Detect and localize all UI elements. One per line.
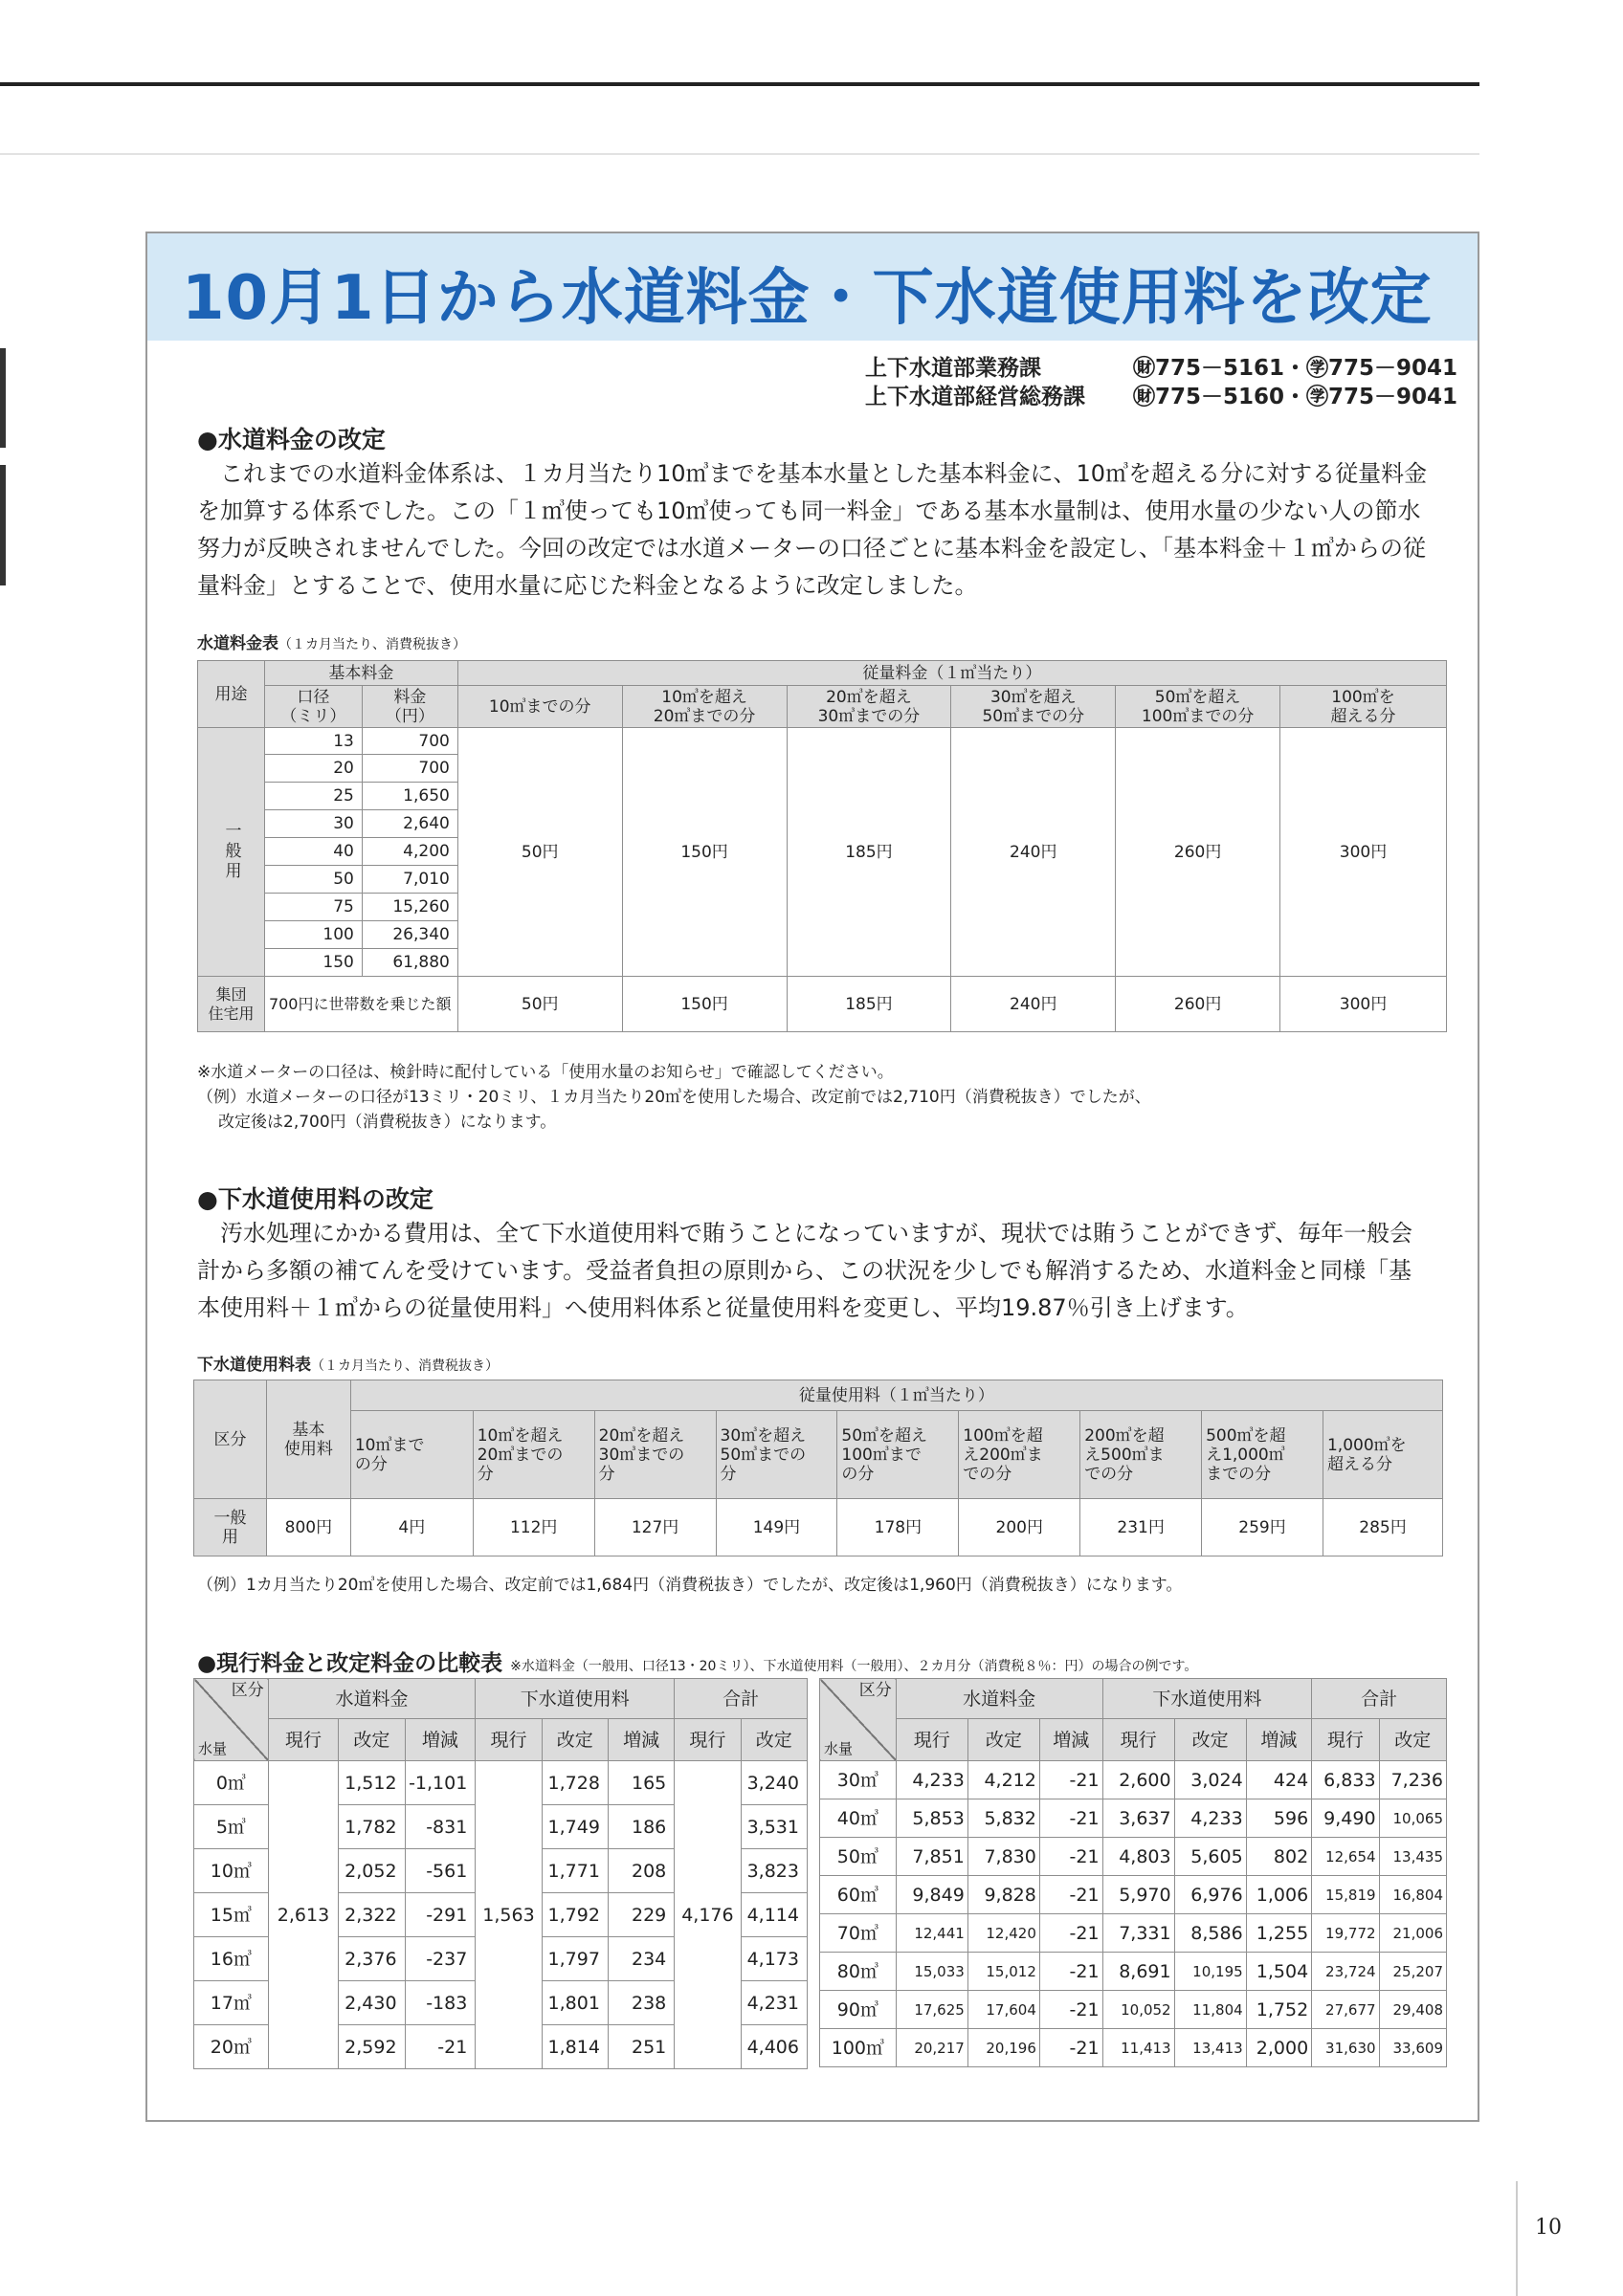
header-tier: 30㎥を超え 50㎥までの 分 — [716, 1411, 837, 1499]
diff-sewer-cell: 1,752 — [1246, 1991, 1312, 2029]
volume-cell: 100㎥ — [820, 2029, 897, 2067]
rate-cell: 285円 — [1323, 1499, 1442, 1556]
header-zogen: 増減 — [608, 1719, 674, 1761]
diff-sewer-cell: 424 — [1246, 1761, 1312, 1799]
header-kaitei: 改定 — [542, 1719, 608, 1761]
volume-cell: 30㎥ — [820, 1761, 897, 1799]
fee-cell: 2,640 — [362, 810, 457, 838]
diff-sewer-cell: 2,000 — [1246, 2029, 1312, 2067]
revised-total-cell: 25,207 — [1379, 1953, 1446, 1991]
sewer-heading: ●下水道使用料の改定 — [197, 1185, 434, 1213]
header-water: 水道料金 — [896, 1679, 1102, 1719]
sewer-paragraph: 汚水処理にかかる費用は、全て下水道使用料で賄うことになっていますが、現状では賄うことができず、毎年一般会計から多額の補てんを受けています。受益者負担の原則から、この状況を少しでも解消するため、水道料金と同様「基本使用料＋１㎥からの従量使用料」へ使用料体系と従量使用料を変更し、平均19.87％引き上げます。 — [197, 1220, 1413, 1321]
article-box — [145, 232, 1479, 2122]
header-tier: 200㎥を超 え500㎥ま での分 — [1080, 1411, 1202, 1499]
diff-water-cell: -561 — [405, 1849, 476, 1893]
header-tier: 10㎥まで の分 — [350, 1411, 473, 1499]
revised-total-cell: 3,531 — [741, 1805, 807, 1849]
volume-cell: 17㎥ — [194, 1981, 269, 2025]
rate-cell: 259円 — [1202, 1499, 1323, 1556]
compare-table-left — [193, 1678, 808, 2069]
diff-sewer-cell: 165 — [608, 1761, 674, 1805]
contact-row — [865, 383, 1457, 411]
corner-header — [194, 1679, 269, 1761]
revised-total-cell: 4,406 — [741, 2025, 807, 2069]
rate-cell: 178円 — [837, 1499, 959, 1556]
water-table-caption — [197, 629, 466, 653]
current-sewer-cell: 1,563 — [476, 1761, 542, 2069]
group-fee: 700円に世帯数を乗じた額 — [264, 977, 457, 1032]
header-sewer: 下水道使用料 — [1102, 1679, 1312, 1719]
current-water-cell: 4,233 — [896, 1761, 967, 1799]
contact-fax: ㊫775－9041 — [1306, 385, 1458, 409]
fee-cell: 700 — [362, 755, 457, 783]
diff-sewer-cell: 238 — [608, 1981, 674, 2025]
compare-table-right — [819, 1678, 1447, 2067]
sewer-table-caption — [197, 1351, 499, 1375]
water-fee-table — [197, 660, 1447, 1032]
revised-total-cell: 3,823 — [741, 1849, 807, 1893]
revised-sewer-cell: 13,413 — [1174, 2029, 1246, 2067]
table-row — [194, 1761, 808, 1805]
header-sewer: 下水道使用料 — [476, 1679, 675, 1719]
revised-total-cell: 10,065 — [1379, 1799, 1446, 1838]
header-tier: 20㎥を超え 30㎥までの 分 — [594, 1411, 716, 1499]
header-tier: 50㎥を超え 100㎥まで の分 — [837, 1411, 959, 1499]
diff-water-cell: -21 — [1039, 1838, 1102, 1876]
table-row — [820, 1761, 1447, 1799]
revised-total-cell: 13,435 — [1379, 1838, 1446, 1876]
revised-total-cell: 4,231 — [741, 1981, 807, 2025]
current-sewer-cell: 7,331 — [1102, 1914, 1174, 1953]
revised-sewer-cell: 1,797 — [542, 1937, 608, 1981]
header-kaitei: 改定 — [339, 1719, 405, 1761]
header-tier: 50㎥を超え 100㎥までの分 — [1116, 686, 1280, 728]
current-sewer-cell: 4,803 — [1102, 1838, 1174, 1876]
header-genko: 現行 — [1102, 1719, 1174, 1761]
revised-total-cell: 16,804 — [1379, 1876, 1446, 1914]
revised-sewer-cell: 1,749 — [542, 1805, 608, 1849]
corner-kubun: 区分 — [231, 1681, 264, 1700]
current-sewer-cell: 10,052 — [1102, 1991, 1174, 2029]
current-sewer-cell: 2,600 — [1102, 1761, 1174, 1799]
current-water-cell: 20,217 — [896, 2029, 967, 2067]
current-total-cell: 19,772 — [1312, 1914, 1379, 1953]
revised-water-cell: 1,512 — [339, 1761, 405, 1805]
header-kaitei: 改定 — [1174, 1719, 1246, 1761]
contact-info — [865, 354, 1457, 411]
water-heading: ●水道料金の改定 — [197, 426, 386, 453]
diff-water-cell: -21 — [1039, 1953, 1102, 1991]
rate-cell: 4円 — [350, 1499, 473, 1556]
volume-cell: 50㎥ — [820, 1838, 897, 1876]
compare-note: ※水道料金（一般用、口径13・20ミリ）、下水道使用料（一般用）、２カ月分（消費税８％：円）の場合の例です。 — [510, 1659, 1198, 1674]
revised-total-cell: 4,173 — [741, 1937, 807, 1981]
current-water-cell: 9,849 — [896, 1876, 967, 1914]
header-juryo: 従量料金（１㎥当たり） — [457, 661, 1446, 686]
fee-cell: 7,010 — [362, 866, 457, 894]
note-line: （例）水道メーターの口径が13ミリ・20ミリ、１カ月当たり20㎥を使用した場合、改定前では2,710円（消費税抜き）でしたが、 — [197, 1088, 1151, 1107]
diameter-cell: 30 — [264, 810, 362, 838]
water-paragraph: これまでの水道料金体系は、１カ月当たり10㎥までを基本水量とした基本料金に、10㎥を超える分に対する従量料金を加算する体系でした。この「１㎥使っても10㎥使っても同一料金」である基本水量制は、使用水量の少ない人の節水努力が反映されませんでした。今回の改定では水道メーターの口径ごとに基本料金を設定し、「基本料金＋１㎥からの従量料金」とすることで、使用水量に応じた料金となるように改定しました。 — [197, 460, 1428, 599]
page-number: 10 — [1535, 2216, 1562, 2240]
contact-phone: ㊖775－5161・ — [1133, 356, 1307, 381]
diff-water-cell: -291 — [405, 1893, 476, 1937]
table-row — [198, 728, 1447, 755]
diameter-cell: 40 — [264, 838, 362, 866]
diff-water-cell: -21 — [1039, 1761, 1102, 1799]
header-juryo: 従量使用料（１㎥当たり） — [350, 1380, 1442, 1411]
current-total-cell: 31,630 — [1312, 2029, 1379, 2067]
diff-sewer-cell: 229 — [608, 1893, 674, 1937]
rate-cell: 112円 — [473, 1499, 594, 1556]
revised-sewer-cell: 10,195 — [1174, 1953, 1246, 1991]
volume-cell: 0㎥ — [194, 1761, 269, 1805]
contact-dept: 上下水道部経営総務課 — [865, 385, 1085, 409]
caption-note: （１カ月当たり、消費税抜き） — [278, 637, 466, 652]
base-fee-cell: 800円 — [266, 1499, 350, 1556]
header-youto: 用途 — [198, 661, 265, 728]
header-tier: 10㎥を超え 20㎥までの分 — [622, 686, 787, 728]
rate-cell: 149円 — [716, 1499, 837, 1556]
current-total-cell: 12,654 — [1312, 1838, 1379, 1876]
general-label: 一般用 — [198, 728, 265, 977]
sewer-note: （例）1カ月当たり20㎥を使用した場合、改定前では1,684円（消費税抜き）でしたが、改定後は1,960円（消費税抜き）になります。 — [197, 1576, 1183, 1595]
table-row — [194, 1499, 1443, 1556]
group-label: 集団 住宅用 — [198, 977, 265, 1032]
current-total-cell: 9,490 — [1312, 1799, 1379, 1838]
revised-total-cell: 21,006 — [1379, 1914, 1446, 1953]
header-total: 合計 — [675, 1679, 808, 1719]
volume-cell: 10㎥ — [194, 1849, 269, 1893]
revised-sewer-cell: 1,771 — [542, 1849, 608, 1893]
table-row — [198, 977, 1447, 1032]
diff-sewer-cell: 596 — [1246, 1799, 1312, 1838]
revised-sewer-cell: 5,605 — [1174, 1838, 1246, 1876]
header-kubun: 区分 — [194, 1380, 267, 1499]
diff-water-cell: -21 — [1039, 2029, 1102, 2067]
water-note — [197, 1060, 1151, 1135]
current-sewer-cell: 5,970 — [1102, 1876, 1174, 1914]
header-tier: 20㎥を超え 30㎥までの分 — [787, 686, 951, 728]
current-sewer-cell: 8,691 — [1102, 1953, 1174, 1991]
revised-water-cell: 2,430 — [339, 1981, 405, 2025]
volume-cell: 70㎥ — [820, 1914, 897, 1953]
diameter-cell: 100 — [264, 921, 362, 949]
table-row — [820, 1799, 1447, 1838]
note-line: 改定後は2,700円（消費税抜き）になります。 — [218, 1113, 557, 1132]
revised-total-cell: 7,236 — [1379, 1761, 1446, 1799]
current-total-cell: 27,677 — [1312, 1991, 1379, 2029]
revised-sewer-cell: 1,801 — [542, 1981, 608, 2025]
header-kaitei: 改定 — [1379, 1719, 1446, 1761]
row-label: 一般 用 — [194, 1499, 267, 1556]
current-water-cell: 5,853 — [896, 1799, 967, 1838]
table-row — [820, 1991, 1447, 2029]
header-genko: 現行 — [268, 1719, 339, 1761]
diff-sewer-cell: 1,504 — [1246, 1953, 1312, 1991]
article-title: 10月1日から水道料金・下水道使用料を改定 — [182, 263, 1433, 334]
revised-total-cell: 29,408 — [1379, 1991, 1446, 2029]
rate-cell: 185円 — [787, 977, 951, 1032]
current-sewer-cell: 11,413 — [1102, 2029, 1174, 2067]
revised-sewer-cell: 8,586 — [1174, 1914, 1246, 1953]
revised-water-cell: 2,376 — [339, 1937, 405, 1981]
header-kaitei: 改定 — [741, 1719, 807, 1761]
current-sewer-cell: 3,637 — [1102, 1799, 1174, 1838]
top-rule — [0, 82, 1479, 86]
revised-total-cell: 4,114 — [741, 1893, 807, 1937]
revised-water-cell: 2,322 — [339, 1893, 405, 1937]
diff-water-cell: -1,101 — [405, 1761, 476, 1805]
diameter-cell: 75 — [264, 894, 362, 921]
revised-water-cell: 15,012 — [967, 1953, 1039, 1991]
rate-cell: 240円 — [951, 977, 1116, 1032]
header-genko: 現行 — [675, 1719, 741, 1761]
header-kaitei: 改定 — [967, 1719, 1039, 1761]
rate-cell: 231円 — [1080, 1499, 1202, 1556]
diff-water-cell: -237 — [405, 1937, 476, 1981]
header-tier: 30㎥を超え 50㎥までの分 — [951, 686, 1116, 728]
revised-water-cell: 7,830 — [967, 1838, 1039, 1876]
revised-water-cell: 9,828 — [967, 1876, 1039, 1914]
revised-water-cell: 1,782 — [339, 1805, 405, 1849]
volume-cell: 90㎥ — [820, 1991, 897, 2029]
header-ryokin: 料金 （円） — [362, 686, 457, 728]
revised-total-cell: 33,609 — [1379, 2029, 1446, 2067]
rate-cell: 240円 — [951, 728, 1116, 977]
diff-sewer-cell: 234 — [608, 1937, 674, 1981]
caption-text: 下水道使用料表 — [197, 1356, 311, 1375]
rate-cell: 185円 — [787, 728, 951, 977]
corner-kubun: 区分 — [858, 1681, 892, 1700]
header-kokei: 口径 （ミリ） — [264, 686, 362, 728]
note-line: ※水道メーターの口径は、検針時に配付している「使用水量のお知らせ」で確認してください。 — [197, 1063, 894, 1082]
corner-suiryo: 水量 — [198, 1740, 228, 1757]
diff-water-cell: -21 — [1039, 1799, 1102, 1838]
diff-water-cell: -21 — [1039, 1991, 1102, 2029]
revised-sewer-cell: 1,792 — [542, 1893, 608, 1937]
rate-cell: 200円 — [959, 1499, 1080, 1556]
fee-cell: 26,340 — [362, 921, 457, 949]
current-water-cell: 17,625 — [896, 1991, 967, 2029]
table-row — [820, 1914, 1447, 1953]
diff-sewer-cell: 251 — [608, 2025, 674, 2069]
header-zogen: 増減 — [1039, 1719, 1102, 1761]
contact-phone: ㊖775－5160・ — [1133, 385, 1307, 409]
rate-cell: 50円 — [457, 728, 622, 977]
diff-sewer-cell: 802 — [1246, 1838, 1312, 1876]
header-genko: 現行 — [896, 1719, 967, 1761]
rate-cell: 300円 — [1280, 728, 1447, 977]
rate-cell: 150円 — [622, 977, 787, 1032]
header-tier: 1,000㎥を 超える分 — [1323, 1411, 1442, 1499]
diff-water-cell: -183 — [405, 1981, 476, 2025]
revised-sewer-cell: 1,814 — [542, 2025, 608, 2069]
header-kihon: 基本 使用料 — [266, 1380, 350, 1499]
contact-row — [865, 354, 1457, 383]
volume-cell: 60㎥ — [820, 1876, 897, 1914]
compare-heading-text: ●現行料金と改定料金の比較表 — [197, 1651, 503, 1676]
volume-cell: 20㎥ — [194, 2025, 269, 2069]
contact-dept: 上下水道部業務課 — [865, 356, 1041, 381]
sewer-fee-table — [193, 1380, 1443, 1556]
revised-sewer-cell: 1,728 — [542, 1761, 608, 1805]
diameter-cell: 20 — [264, 755, 362, 783]
rate-cell: 150円 — [622, 728, 787, 977]
header-rule — [0, 153, 1479, 155]
fee-cell: 4,200 — [362, 838, 457, 866]
revised-sewer-cell: 6,976 — [1174, 1876, 1246, 1914]
volume-cell: 15㎥ — [194, 1893, 269, 1937]
current-water-cell: 7,851 — [896, 1838, 967, 1876]
revised-water-cell: 2,592 — [339, 2025, 405, 2069]
diff-water-cell: -21 — [1039, 1914, 1102, 1953]
rate-cell: 300円 — [1280, 977, 1447, 1032]
diameter-cell: 13 — [264, 728, 362, 755]
header-kihon: 基本料金 — [264, 661, 457, 686]
table-row — [820, 2029, 1447, 2067]
diff-water-cell: -831 — [405, 1805, 476, 1849]
edge-mark — [0, 465, 6, 585]
table-row — [820, 1953, 1447, 1991]
header-genko: 現行 — [476, 1719, 542, 1761]
diff-sewer-cell: 208 — [608, 1849, 674, 1893]
diff-sewer-cell: 186 — [608, 1805, 674, 1849]
header-water: 水道料金 — [268, 1679, 476, 1719]
page-divider — [1516, 2181, 1518, 2296]
current-water-cell: 15,033 — [896, 1953, 967, 1991]
corner-header — [820, 1679, 897, 1761]
fee-cell: 15,260 — [362, 894, 457, 921]
revised-sewer-cell: 3,024 — [1174, 1761, 1246, 1799]
revised-water-cell: 12,420 — [967, 1914, 1039, 1953]
title-banner — [147, 233, 1478, 341]
header-tier: 10㎥を超え 20㎥までの 分 — [473, 1411, 594, 1499]
caption-note: （１カ月当たり、消費税抜き） — [311, 1358, 499, 1374]
diameter-cell: 50 — [264, 866, 362, 894]
header-genko: 現行 — [1312, 1719, 1379, 1761]
current-total-cell: 6,833 — [1312, 1761, 1379, 1799]
table-row — [820, 1876, 1447, 1914]
header-zogen: 増減 — [405, 1719, 476, 1761]
current-total-cell: 4,176 — [675, 1761, 741, 2069]
rate-cell: 260円 — [1116, 728, 1280, 977]
revised-water-cell: 5,832 — [967, 1799, 1039, 1838]
corner-suiryo: 水量 — [824, 1740, 854, 1757]
diff-water-cell: -21 — [1039, 1876, 1102, 1914]
revised-water-cell: 20,196 — [967, 2029, 1039, 2067]
revised-total-cell: 3,240 — [741, 1761, 807, 1805]
diameter-cell: 150 — [264, 949, 362, 977]
edge-mark — [0, 348, 6, 448]
diff-water-cell: -21 — [405, 2025, 476, 2069]
current-water-cell: 2,613 — [268, 1761, 339, 2069]
fee-cell: 1,650 — [362, 783, 457, 810]
revised-water-cell: 2,052 — [339, 1849, 405, 1893]
rate-cell: 260円 — [1116, 977, 1280, 1032]
current-total-cell: 23,724 — [1312, 1953, 1379, 1991]
fee-cell: 700 — [362, 728, 457, 755]
revised-water-cell: 17,604 — [967, 1991, 1039, 2029]
caption-text: 水道料金表 — [197, 634, 278, 653]
current-total-cell: 15,819 — [1312, 1876, 1379, 1914]
current-water-cell: 12,441 — [896, 1914, 967, 1953]
revised-water-cell: 4,212 — [967, 1761, 1039, 1799]
rate-cell: 50円 — [457, 977, 622, 1032]
header-zogen: 増減 — [1246, 1719, 1312, 1761]
fee-cell: 61,880 — [362, 949, 457, 977]
header-total: 合計 — [1312, 1679, 1447, 1719]
rate-cell: 127円 — [594, 1499, 716, 1556]
diameter-cell: 25 — [264, 783, 362, 810]
diff-sewer-cell: 1,255 — [1246, 1914, 1312, 1953]
header-tier: 500㎥を超 え1,000㎥ までの分 — [1202, 1411, 1323, 1499]
header-tier: 100㎥を超 え200㎥ま での分 — [959, 1411, 1080, 1499]
table-row — [820, 1838, 1447, 1876]
revised-sewer-cell: 11,804 — [1174, 1991, 1246, 2029]
revised-sewer-cell: 4,233 — [1174, 1799, 1246, 1838]
diff-sewer-cell: 1,006 — [1246, 1876, 1312, 1914]
header-tier: 100㎥を 超える分 — [1280, 686, 1447, 728]
header-tier: 10㎥までの分 — [457, 686, 622, 728]
contact-fax: ㊫775－9041 — [1306, 356, 1458, 381]
volume-cell: 80㎥ — [820, 1953, 897, 1991]
compare-heading — [197, 1645, 1197, 1677]
volume-cell: 5㎥ — [194, 1805, 269, 1849]
volume-cell: 40㎥ — [820, 1799, 897, 1838]
volume-cell: 16㎥ — [194, 1937, 269, 1981]
